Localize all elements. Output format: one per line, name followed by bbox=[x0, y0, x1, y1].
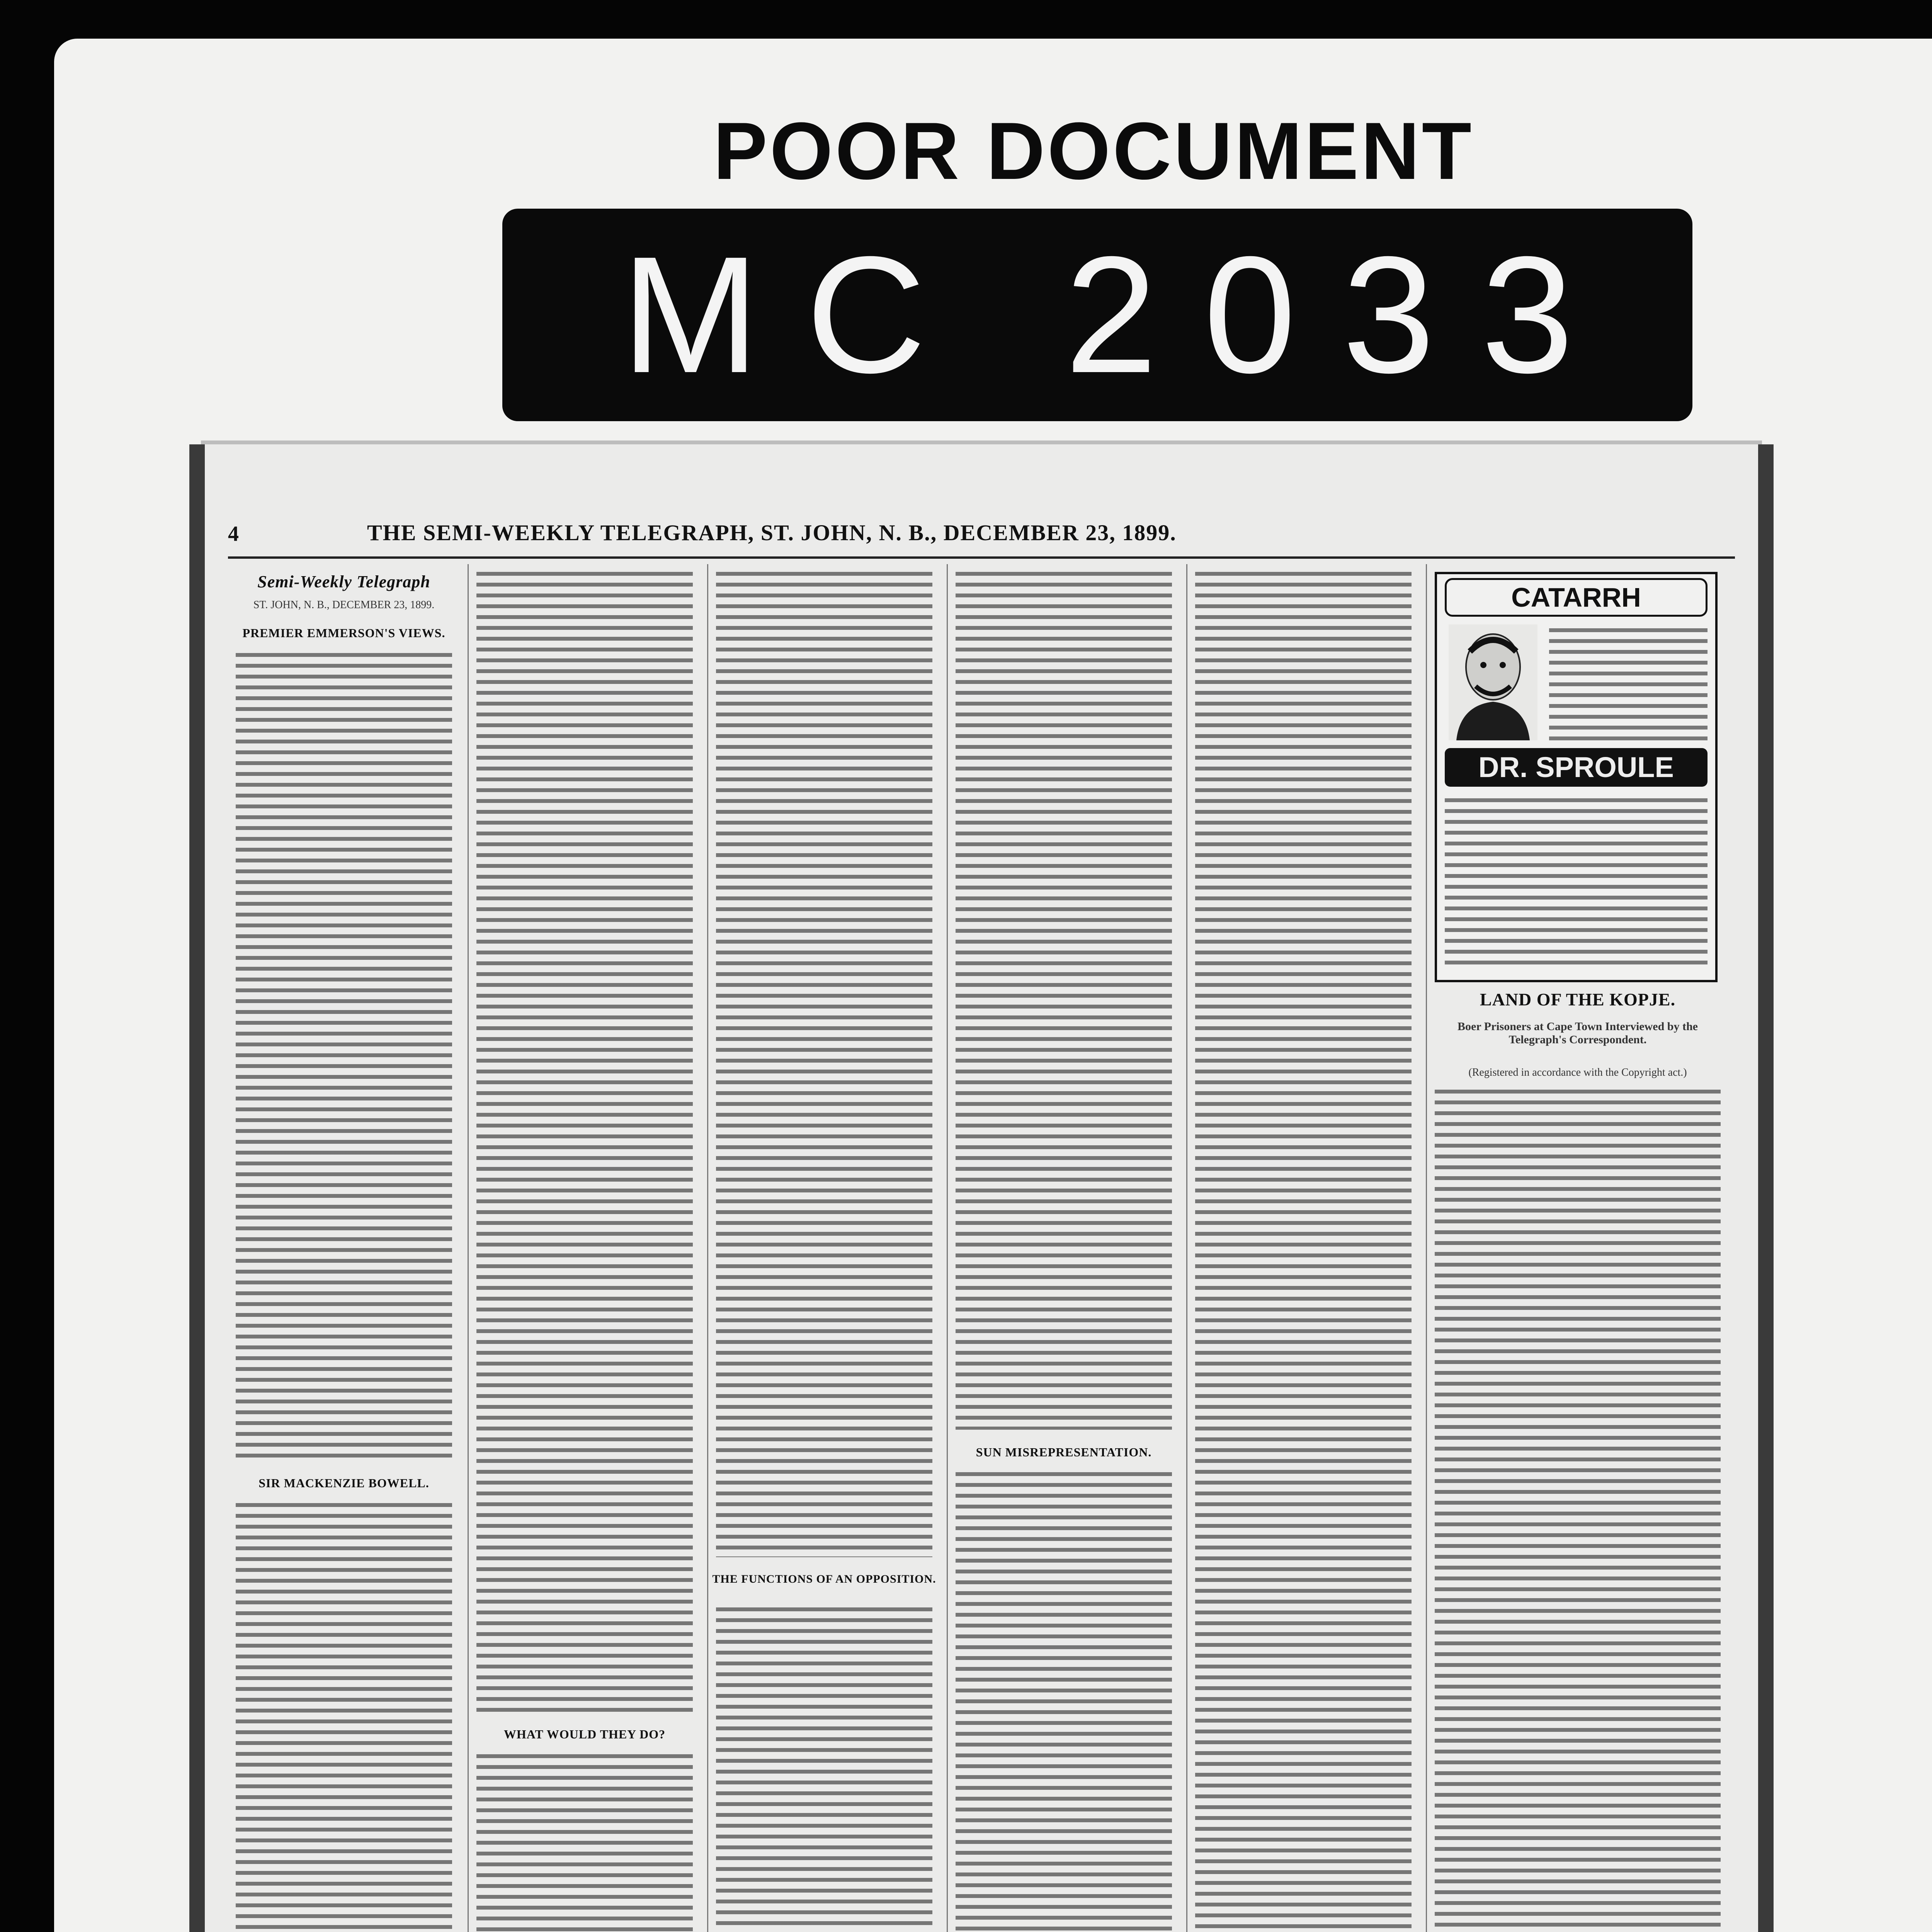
heading-functions-opposition: THE FUNCTIONS OF AN OPPOSITION. bbox=[712, 1573, 936, 1585]
page-shadow-right bbox=[1758, 444, 1774, 1932]
masthead-rule bbox=[228, 556, 1735, 559]
page-number: 4 bbox=[228, 522, 239, 546]
poor-document-label: POOR DOCUMENT bbox=[713, 105, 1474, 196]
catarrh-ad bbox=[1435, 572, 1718, 982]
column-3 bbox=[707, 564, 940, 1932]
article-text-block bbox=[1435, 1090, 1721, 1932]
column-1 bbox=[228, 564, 460, 1932]
article-text-block bbox=[716, 1607, 932, 1932]
heading-sun-misrepresentation: SUN MISREPRESENTATION. bbox=[976, 1445, 1152, 1459]
column-2 bbox=[468, 564, 701, 1932]
kopje-subtitle: Boer Prisoners at Cape Town Interviewed by the Telegraph's Correspondent. bbox=[1458, 1020, 1698, 1046]
article-text-block bbox=[476, 572, 693, 1712]
document-code-box bbox=[502, 209, 1692, 421]
doctor-portrait bbox=[1449, 624, 1537, 740]
article-text-block bbox=[956, 572, 1172, 1430]
heading-what-would-they-do: WHAT WOULD THEY DO? bbox=[503, 1727, 666, 1741]
page-shadow-left bbox=[189, 444, 205, 1932]
ad-text-block bbox=[1549, 628, 1708, 740]
masthead: THE SEMI-WEEKLY TELEGRAPH, ST. JOHN, N. B., DECEMBER 23, 1899. bbox=[367, 520, 1177, 545]
article-text-block bbox=[716, 572, 932, 1557]
catarrh-title: CATARRH bbox=[1445, 578, 1708, 617]
article-text-block bbox=[236, 653, 452, 1464]
article-text-block bbox=[1195, 572, 1412, 1932]
heading-bowell: SIR MACKENZIE BOWELL. bbox=[259, 1476, 429, 1490]
column-4 bbox=[947, 564, 1180, 1932]
document-code: MC 2033 bbox=[621, 222, 1620, 408]
column-5 bbox=[1186, 564, 1419, 1932]
column-1-title: Semi-Weekly Telegraph bbox=[257, 572, 430, 591]
ad-text-block bbox=[1445, 798, 1708, 968]
newspaper-page bbox=[201, 440, 1762, 1932]
column-1-dateline: ST. JOHN, N. B., DECEMBER 23, 1899. bbox=[253, 599, 435, 611]
dr-sproule-banner: DR. SPROULE bbox=[1445, 748, 1708, 787]
copyright-note: (Registered in accordance with the Copyright act.) bbox=[1468, 1066, 1687, 1078]
heading-emmerson: PREMIER EMMERSON'S VIEWS. bbox=[242, 626, 446, 640]
article-text-block bbox=[476, 1754, 693, 1932]
article-text-block bbox=[236, 1503, 452, 1932]
article-text-block bbox=[956, 1472, 1172, 1932]
column-6 bbox=[1426, 564, 1728, 1932]
heading-land-of-the-kopje: LAND OF THE KOPJE. bbox=[1480, 990, 1676, 1009]
